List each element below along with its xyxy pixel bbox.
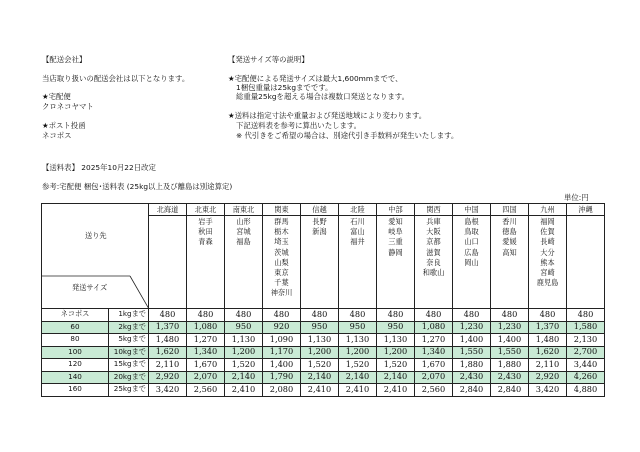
price-cell: 2,700 [567,346,605,359]
prefecture-name: 長崎 [540,237,555,247]
price-cell: 3,420 [529,384,567,397]
region-header [415,204,453,309]
weight-cell: 15kgまで [109,359,149,372]
prefecture-name: 佐賀 [540,227,555,237]
table-subtitle: 参考:宅配便 梱包･送料表 (25kg以上及び離島は別途算定) [42,182,233,191]
price-cell: 1,370 [149,321,187,334]
size-explanation-heading: 【発送サイズ等の説明】 [228,55,309,64]
price-cell: 2,110 [149,359,187,372]
price-cell: 1,790 [263,371,301,384]
price-cell: 1,340 [187,346,225,359]
rate-row [42,309,605,322]
price-cell: 2,920 [149,371,187,384]
price-cell: 1,230 [453,321,491,334]
prefecture-name: 京都 [426,237,441,247]
header-corner-lines [42,204,149,309]
carrier-1-title: ★宅配便 [42,92,71,101]
prefecture-name: 岡山 [464,257,479,267]
price-cell: 480 [187,309,225,322]
prefecture-name: 滋賀 [426,247,441,257]
rate-row [42,346,605,359]
price-cell: 950 [377,321,415,334]
price-cell: 1,620 [529,346,567,359]
price-cell: 3,440 [567,359,605,372]
region-header [377,204,415,309]
prefecture-name: 徳島 [502,227,517,237]
prefecture-name: 群馬 [274,217,289,226]
prefecture-name: 大阪 [426,227,441,237]
price-cell: 1,130 [225,334,263,347]
price-cell: 1,080 [187,321,225,334]
region-header [339,204,377,309]
price-cell: 2,140 [377,371,415,384]
note-line-3: 総重量25kgを超える場合は複数口発送となります。 [236,92,409,101]
size-cell: 120 [42,359,109,372]
unit-label: 単位:円 [564,193,589,202]
region-header [567,204,605,309]
prefecture-name: 三重 [388,237,403,247]
price-cell: 2,140 [225,371,263,384]
shipping-rate-table [41,203,605,397]
region-header [187,204,225,309]
price-cell: 1,580 [567,321,605,334]
carrier-2-name: ネコポス [42,131,72,140]
note-line-6: ※ 代引きをご希望の場合は、別途代引き手数料が発生いたします。 [236,131,459,140]
price-cell: 1,270 [415,334,453,347]
price-cell: 480 [339,309,377,322]
region-name: 中部 [377,204,414,216]
note-line-5: 下記送料表を参考に算出いたします。 [236,121,362,130]
price-cell: 480 [453,309,491,322]
price-cell: 1,200 [225,346,263,359]
note-line-1: ★宅配便による発送サイズは最大1,600mmまでで、 [228,74,403,83]
table-title: 【送料表】 2025年10月22日改定 [42,163,156,172]
price-cell: 480 [301,309,339,322]
region-header [453,204,491,309]
price-cell: 3,420 [149,384,187,397]
weight-cell: 10kgまで [109,346,149,359]
note-line-2: 1梱包重量は25kgまでです。 [236,83,333,92]
price-cell: 1,130 [301,334,339,347]
prefecture-name: 大分 [540,247,555,257]
prefecture-name: 奈良 [426,257,441,267]
price-cell: 1,670 [187,359,225,372]
prefecture-name: 長野 [312,217,327,226]
price-cell: 1,520 [301,359,339,372]
size-cell: 100 [42,346,109,359]
prefecture-name: 熊本 [540,257,555,267]
prefecture-name: 山梨 [274,257,289,267]
size-cell: 160 [42,384,109,397]
prefecture-name: 東京 [274,268,289,278]
price-cell: 2,070 [415,371,453,384]
region-name: 四国 [491,204,528,216]
carrier-2-title: ★ポスト投函 [42,121,86,130]
prefecture-name: 鳥取 [464,227,479,237]
price-cell: 2,560 [415,384,453,397]
price-cell: 480 [263,309,301,322]
rate-row [42,371,605,384]
region-name: 信越 [301,204,338,216]
region-header [263,204,301,309]
region-name: 北東北 [187,204,224,216]
prefecture-name: 静岡 [388,247,403,257]
destination-label: 送り先 [85,231,107,240]
prefecture-name: 島根 [464,217,479,226]
region-name: 関東 [263,204,300,216]
price-cell: 1,400 [491,334,529,347]
region-name: 関西 [415,204,452,216]
price-cell: 1,130 [377,334,415,347]
prefecture-name: 山形 [236,217,251,226]
weight-cell: 1kgまで [109,309,149,322]
prefecture-name: 山口 [464,237,479,247]
region-name: 北陸 [339,204,376,216]
price-cell: 2,070 [187,371,225,384]
prefecture-name: 宮城 [236,227,251,237]
region-header [529,204,567,309]
price-cell: 1,400 [453,334,491,347]
prefecture-name: 栃木 [274,227,289,237]
prefecture-name: 岐阜 [388,227,403,237]
prefecture-name: 青森 [198,237,213,247]
weight-cell: 25kgまで [109,384,149,397]
price-cell: 1,400 [263,359,301,372]
region-header [491,204,529,309]
price-cell: 1,670 [415,359,453,372]
price-cell: 2,920 [529,371,567,384]
price-cell: 480 [415,309,453,322]
rate-row [42,321,605,334]
prefecture-name: 愛媛 [502,237,517,247]
delivery-company-heading: 【配送会社】 [42,55,87,64]
price-cell: 1,480 [529,334,567,347]
price-cell: 1,080 [415,321,453,334]
price-cell: 2,430 [453,371,491,384]
prefecture-name: 秋田 [198,227,213,237]
price-cell: 2,130 [567,334,605,347]
price-cell: 1,270 [187,334,225,347]
prefecture-name: 福井 [350,237,365,247]
size-cell: 80 [42,334,109,347]
region-name: 九州 [529,204,566,216]
price-cell: 1,130 [339,334,377,347]
price-cell: 1,200 [339,346,377,359]
price-cell: 2,560 [187,384,225,397]
price-cell: 2,840 [453,384,491,397]
price-cell: 2,410 [377,384,415,397]
prefecture-name: 香川 [502,217,517,226]
prefecture-name: 福島 [236,237,251,247]
prefecture-name: 富山 [350,227,365,237]
prefecture-name: 茨城 [274,247,289,257]
weight-cell: 20kgまで [109,371,149,384]
price-cell: 1,520 [377,359,415,372]
prefecture-name: 新潟 [312,227,327,237]
price-cell: 950 [225,321,263,334]
prefecture-name: 千葉 [274,278,289,288]
price-cell: 1,370 [529,321,567,334]
size-cell: ネコポス [42,309,109,322]
price-cell: 920 [263,321,301,334]
price-cell: 1,090 [263,334,301,347]
price-cell: 480 [149,309,187,322]
region-header [149,204,187,309]
price-cell: 2,410 [339,384,377,397]
region-name: 中国 [453,204,490,216]
prefecture-name: 福岡 [540,217,555,226]
delivery-company-intro: 当店取り扱いの配送会社は以下となります。 [42,74,190,83]
note-line-4: ★送料は指定寸法や重量および発送地域により変わります。 [228,111,427,120]
price-cell: 1,170 [263,346,301,359]
price-cell: 1,520 [225,359,263,372]
price-cell: 480 [567,309,605,322]
price-cell: 4,260 [567,371,605,384]
prefecture-name: 岩手 [198,217,213,226]
region-header [225,204,263,309]
region-name: 南東北 [225,204,262,216]
price-cell: 1,550 [491,346,529,359]
price-cell: 4,880 [567,384,605,397]
prefecture-name: 高知 [502,247,517,257]
prefecture-name: 愛知 [388,217,403,226]
price-cell: 1,200 [301,346,339,359]
price-cell: 2,410 [301,384,339,397]
price-cell: 2,110 [529,359,567,372]
weight-cell: 2kgまで [109,321,149,334]
price-cell: 2,410 [225,384,263,397]
prefecture-name: 埼玉 [274,237,289,247]
prefecture-name: 鹿児島 [536,278,559,288]
header-corner [42,204,149,309]
price-cell: 2,430 [491,371,529,384]
prefecture-name: 宮崎 [540,268,555,278]
weight-cell: 5kgまで [109,334,149,347]
region-header [301,204,339,309]
price-cell: 2,140 [301,371,339,384]
price-cell: 480 [225,309,263,322]
region-name: 沖縄 [567,204,604,216]
price-cell: 2,080 [263,384,301,397]
price-cell: 480 [377,309,415,322]
price-cell: 1,880 [491,359,529,372]
price-cell: 1,340 [415,346,453,359]
shipping-size-label: 発送サイズ [72,283,108,292]
rate-row [42,359,605,372]
price-cell: 950 [339,321,377,334]
price-cell: 1,200 [377,346,415,359]
prefecture-name: 神奈川 [270,288,293,298]
price-cell: 1,550 [453,346,491,359]
price-cell: 1,520 [339,359,377,372]
price-cell: 950 [301,321,339,334]
size-cell: 140 [42,371,109,384]
prefecture-name: 和歌山 [422,268,445,278]
rate-row [42,384,605,397]
size-cell: 60 [42,321,109,334]
prefecture-name: 兵庫 [426,217,441,226]
carrier-1-name: クロネコヤマト [42,102,94,111]
price-cell: 480 [491,309,529,322]
price-cell: 1,480 [149,334,187,347]
price-cell: 2,140 [339,371,377,384]
price-cell: 1,620 [149,346,187,359]
rate-row [42,334,605,347]
price-cell: 480 [529,309,567,322]
price-cell: 1,880 [453,359,491,372]
region-name: 北海道 [149,204,186,216]
prefecture-name: 石川 [350,217,365,226]
prefecture-name: 広島 [464,247,479,257]
price-cell: 2,840 [491,384,529,397]
price-cell: 1,230 [491,321,529,334]
